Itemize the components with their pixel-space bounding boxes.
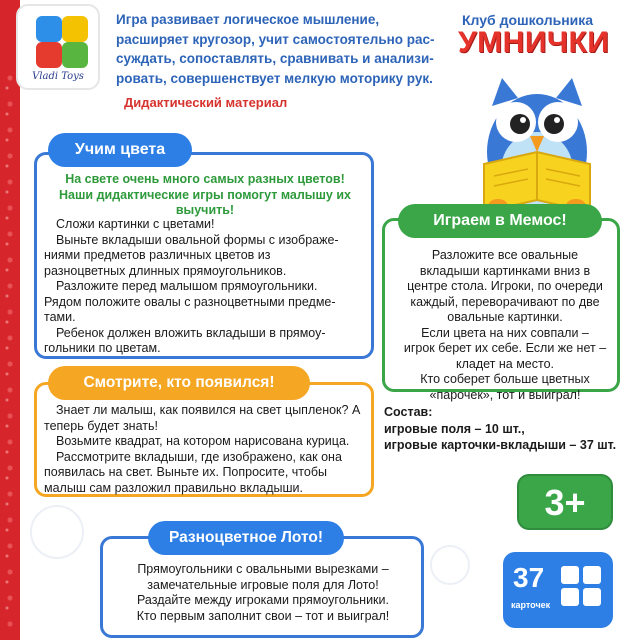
body-line: Возьмите квадрат, на котором нарисована курица. xyxy=(56,434,350,448)
body-line: появилась на свет. Выньте их. Попросите, чтобы xyxy=(44,465,327,479)
who-appeared-section-title: Смотрите, кто появился! xyxy=(48,366,310,400)
background-doodle xyxy=(30,505,84,559)
body-line: замечательные игровые поля для Лото! xyxy=(147,577,379,592)
body-line: Ребенок должен вложить вкладыши в прямоу- xyxy=(56,325,326,340)
series-title: УМНИЧКИ xyxy=(458,26,610,59)
body-line: Разложите все овальные xyxy=(431,248,579,262)
contents-item: игровые поля – 10 шт., xyxy=(384,421,525,436)
body-line: кладет на место. xyxy=(455,356,555,371)
body-line: Прямоугольники с овальными вырезками – xyxy=(137,562,389,576)
body-line: Сложи картинки с цветами! xyxy=(56,217,215,231)
body-line: Знает ли малыш, как появился на свет цыпленок? А xyxy=(56,403,361,417)
body-line: Рассмотрите вкладыши, где изображено, как она xyxy=(56,449,342,464)
body-line: игрок берет их себе. Если же нет – xyxy=(403,341,607,355)
intro-line: ровать, совершенствует мелкую моторику рук. xyxy=(116,70,433,86)
body-line: теперь будет знать! xyxy=(44,418,158,433)
body-line: разноцветных длинных прямоугольников. xyxy=(44,263,287,278)
who-appeared-section-body xyxy=(44,403,366,496)
memos-section-body xyxy=(396,248,614,403)
body-line: Выньте вкладыши овальной формы с изображе- xyxy=(56,232,339,247)
body-line: ниями предметов различных цветов из xyxy=(44,248,271,262)
contents-title: Состав: xyxy=(384,405,433,419)
lead-line: выучить! xyxy=(175,203,235,217)
colors-section-title: Учим цвета xyxy=(48,133,192,167)
body-line: центре стола. Игроки, по очереди xyxy=(407,279,603,293)
body-line: тами. xyxy=(44,310,76,324)
intro-line: Игра развивает логическое мышление, xyxy=(116,12,380,27)
lead-line: На свете очень много самых разных цветов! xyxy=(65,172,345,186)
cards-grid-icon xyxy=(561,566,601,606)
body-line: овальные картинки. xyxy=(447,310,563,324)
body-line: вкладыши картинками вниз в xyxy=(419,263,591,278)
colors-section-lead xyxy=(44,172,366,219)
contents-list xyxy=(384,404,634,454)
logo-text: Vladi Toys xyxy=(32,71,84,82)
left-dots-pattern xyxy=(4,70,16,630)
body-line: Кто соберет больше цветных xyxy=(420,372,590,386)
body-line: гольники по цветам. xyxy=(44,341,161,355)
vladi-toys-logo xyxy=(16,4,100,90)
intro-line: суждать, сопоставлять, сравнивать и анализи- xyxy=(116,51,434,66)
logo-puzzle-red xyxy=(36,42,62,68)
background-doodle xyxy=(430,545,470,585)
body-line: каждый, переворачивают по две xyxy=(410,294,600,309)
body-line: Разложите перед малышом прямоугольники. xyxy=(56,279,318,293)
club-subtitle: Клуб дошкольника xyxy=(462,12,594,28)
cards-count-badge xyxy=(503,552,613,628)
body-line: Кто первым заполнит свои – тот и выиграл! xyxy=(136,608,390,623)
cards-caption: карточек xyxy=(511,600,551,610)
lotto-section-body xyxy=(110,562,416,624)
logo-puzzle-blue xyxy=(36,16,62,42)
body-line: «парочек», тот и выиграл! xyxy=(429,387,581,402)
owl-reading-book-icon xyxy=(478,72,596,222)
logo-puzzle-yellow xyxy=(62,16,88,42)
contents-item: игровые карточки-вкладыши – 37 шт. xyxy=(384,438,617,452)
intro-text xyxy=(116,10,446,88)
colors-section-body xyxy=(44,217,366,357)
age-badge: 3+ xyxy=(517,474,613,530)
body-line: Рядом положите овалы с разноцветными предме- xyxy=(44,294,336,309)
intro-line: расширяет кругозор, учит самостоятельно рас- xyxy=(116,31,435,47)
lotto-section-title: Разноцветное Лото! xyxy=(148,521,344,555)
body-line: малыш сам разложил правильно вкладыши. xyxy=(44,480,303,495)
body-line: Если цвета на них совпали – xyxy=(421,325,589,340)
lead-line: Наши дидактические игры помогут малышу их xyxy=(59,187,351,202)
cards-count: 37 xyxy=(513,562,545,593)
didactic-material-label: Дидактический материал xyxy=(124,95,288,110)
memos-section-title: Играем в Мемос! xyxy=(398,204,602,238)
logo-puzzle-green xyxy=(62,42,88,68)
body-line: Раздайте между игроками прямоугольники. xyxy=(137,593,389,607)
